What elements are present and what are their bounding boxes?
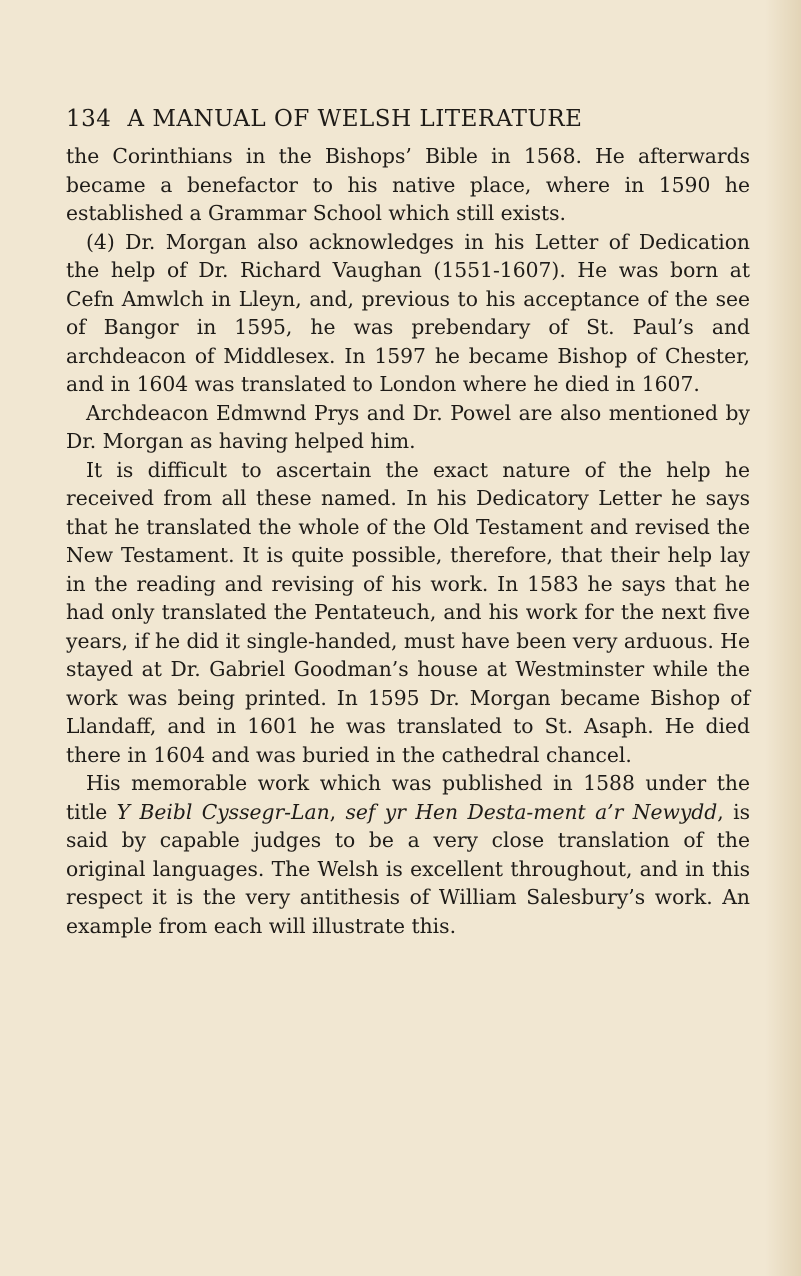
paragraph-rest: , is said by capable judges to be a very close translation of the original languages. The Welsh is excellent throughout, and in this respect it is the very antithesis of William Salesbury’s work. An example from each will illustrate this. [66, 799, 750, 938]
bible-subtitle: sef yr Hen Desta-ment a’r Newydd [345, 799, 718, 824]
paragraph-continuation: the Corinthians in the Bishops’ Bible in 1568. He afterwards became a benefactor to his native place, where in 1590 he established a Grammar School which still exists. [66, 144, 750, 225]
paragraph-memorable-work [66, 769, 750, 940]
title-separator: , [329, 799, 346, 824]
paragraph-prys-powel: Archdeacon Edmwnd Prys and Dr. Powel are also mentioned by Dr. Morgan as having helped him. [66, 400, 750, 453]
page-number: 134 [66, 106, 112, 132]
body-text [66, 142, 750, 940]
paragraph-difficult: It is difficult to ascertain the exact nature of the help he received from all these named. In his Dedicatory Letter he says that he translated the whole of the Old Testament and revised the New Testament. It is quite possible, therefore, that their help lay in the reading and revising of his work. In 1583 he says that he had only translated the Pentateuch, and his work for the next five years, if he did it single-handed, must have been very arduous. He stayed at Dr. Gabriel Goodman’s house at Westminster while the work was being printed. In 1595 Dr. Morgan became Bishop of Llandaff, and in 1601 he was translated to St. Asaph. He died there in 1604 and was buried in the cathedral chancel. [66, 457, 750, 767]
book-title: A MANUAL OF WELSH LITERATURE [127, 106, 583, 132]
paragraph-vaughan: (4) Dr. Morgan also acknowledges in his Letter of Dedication the help of Dr. Richard Vaughan (1551-1607). He was born at Cefn Amwlch in Lleyn, and, previous to his acceptance of the see of Bangor in 1595, he was prebendary of St. Paul’s and archdeacon of Middlesex. In 1597 he became Bishop of Chester, and in 1604 was translated to London where he died in 1607. [66, 229, 750, 396]
page-edge-shadow [765, 0, 801, 1276]
running-head [66, 100, 750, 138]
bible-title: Y Beibl Cyssegr-Lan [116, 799, 330, 824]
book-page [66, 100, 750, 940]
paragraph-intro: His memorable work which was published in 1588 under the title [66, 771, 750, 824]
